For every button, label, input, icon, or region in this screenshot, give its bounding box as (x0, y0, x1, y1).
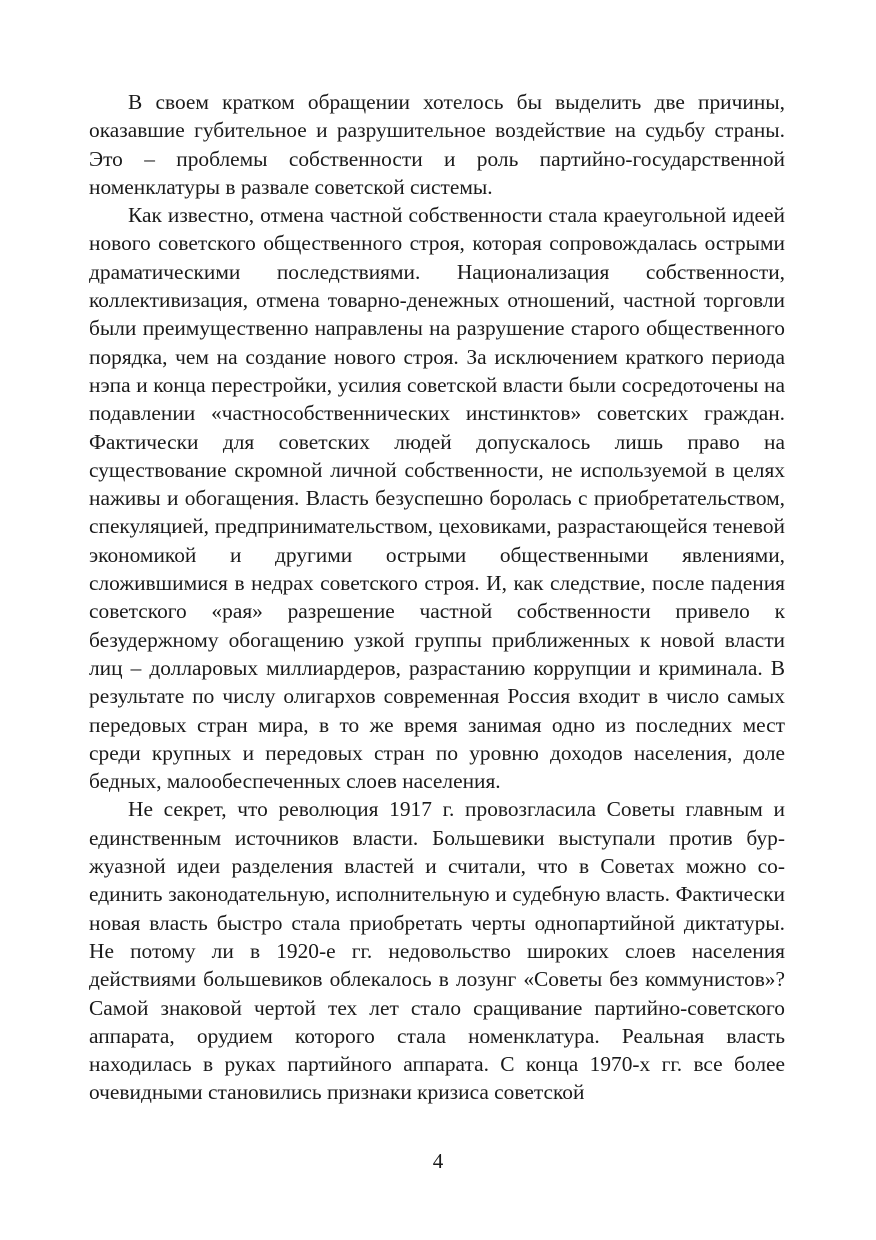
page-body (89, 88, 785, 1107)
paragraph-private-property: Как известно, отмена частной собственности стала краеугольной идеей нового советского общественного строя, которая сопровождалась острыми драматическими последствиями. Национализация собственности, коллективизация, отмена товарно-денежных отношений, частной торговли были преимущественно направлены на разрушение старого общественного порядка, чем на создание нового строя. За исключением краткого периода нэпа и конца перестройки, усилия советской власти были сосредоточены на подавлении «частнособственнических инстинктов» советских граждан. Фактически для советских людей допускалось лишь право на существование скромной личной собственности, не используемой в целях наживы и обогащения. Власть безуспешно боролась с приобретательством, спекуляцией, предпринимательством, цеховиками, разрастающейся теневой экономикой и другими острыми общественными явлениями, сложившимися в недрах советского строя. И, как следствие, после падения советского «рая» разрешение частной собственности привело к безудержному обогащению узкой группы приближенных к новой власти лиц – долларовых миллиардеров, разрастанию коррупции и криминала. В результате по числу олигархов современная Россия входит в число самых передовых стран мира, в то же время занимая одно из последних мест среди крупных и передовых стран по уровню доходов населения, доле бедных, малообеспеченных слоев населения. (89, 203, 785, 794)
page-number: 4 (432, 1149, 444, 1173)
paragraph-soviets-revolution: Не секрет, что революция 1917 г. провозгласила Советы главным и единственным источников власти. Большевики выступали против буржуазной идеи разделения властей и считали, что в Советах можно соединить законодательную, исполнительную и судебную власть. Фактически новая власть быстро стала приобретать черты однопартийной диктатуры. Не потому ли в 1920-е гг. недовольство широких слоев населения действиями большевиков облекалось в лозунг «Советы без коммунистов»? Самой знаковой чертой тех лет стало сращивание партийно-советского аппарата, орудием которого стала номенклатура. Реальная власть находилась в руках партийного аппарата. С конца 1970-х гг. все более очевидными становились признаки кризиса советской (89, 797, 785, 1105)
paragraph-property-problems: В своем кратком обращении хотелось бы выделить две причины, оказавшие губительное и разрушительное воздействие на судьбу страны. Это – проблемы собственности и роль партийно-государственной номенклатуры в развале советской системы. (89, 90, 785, 199)
